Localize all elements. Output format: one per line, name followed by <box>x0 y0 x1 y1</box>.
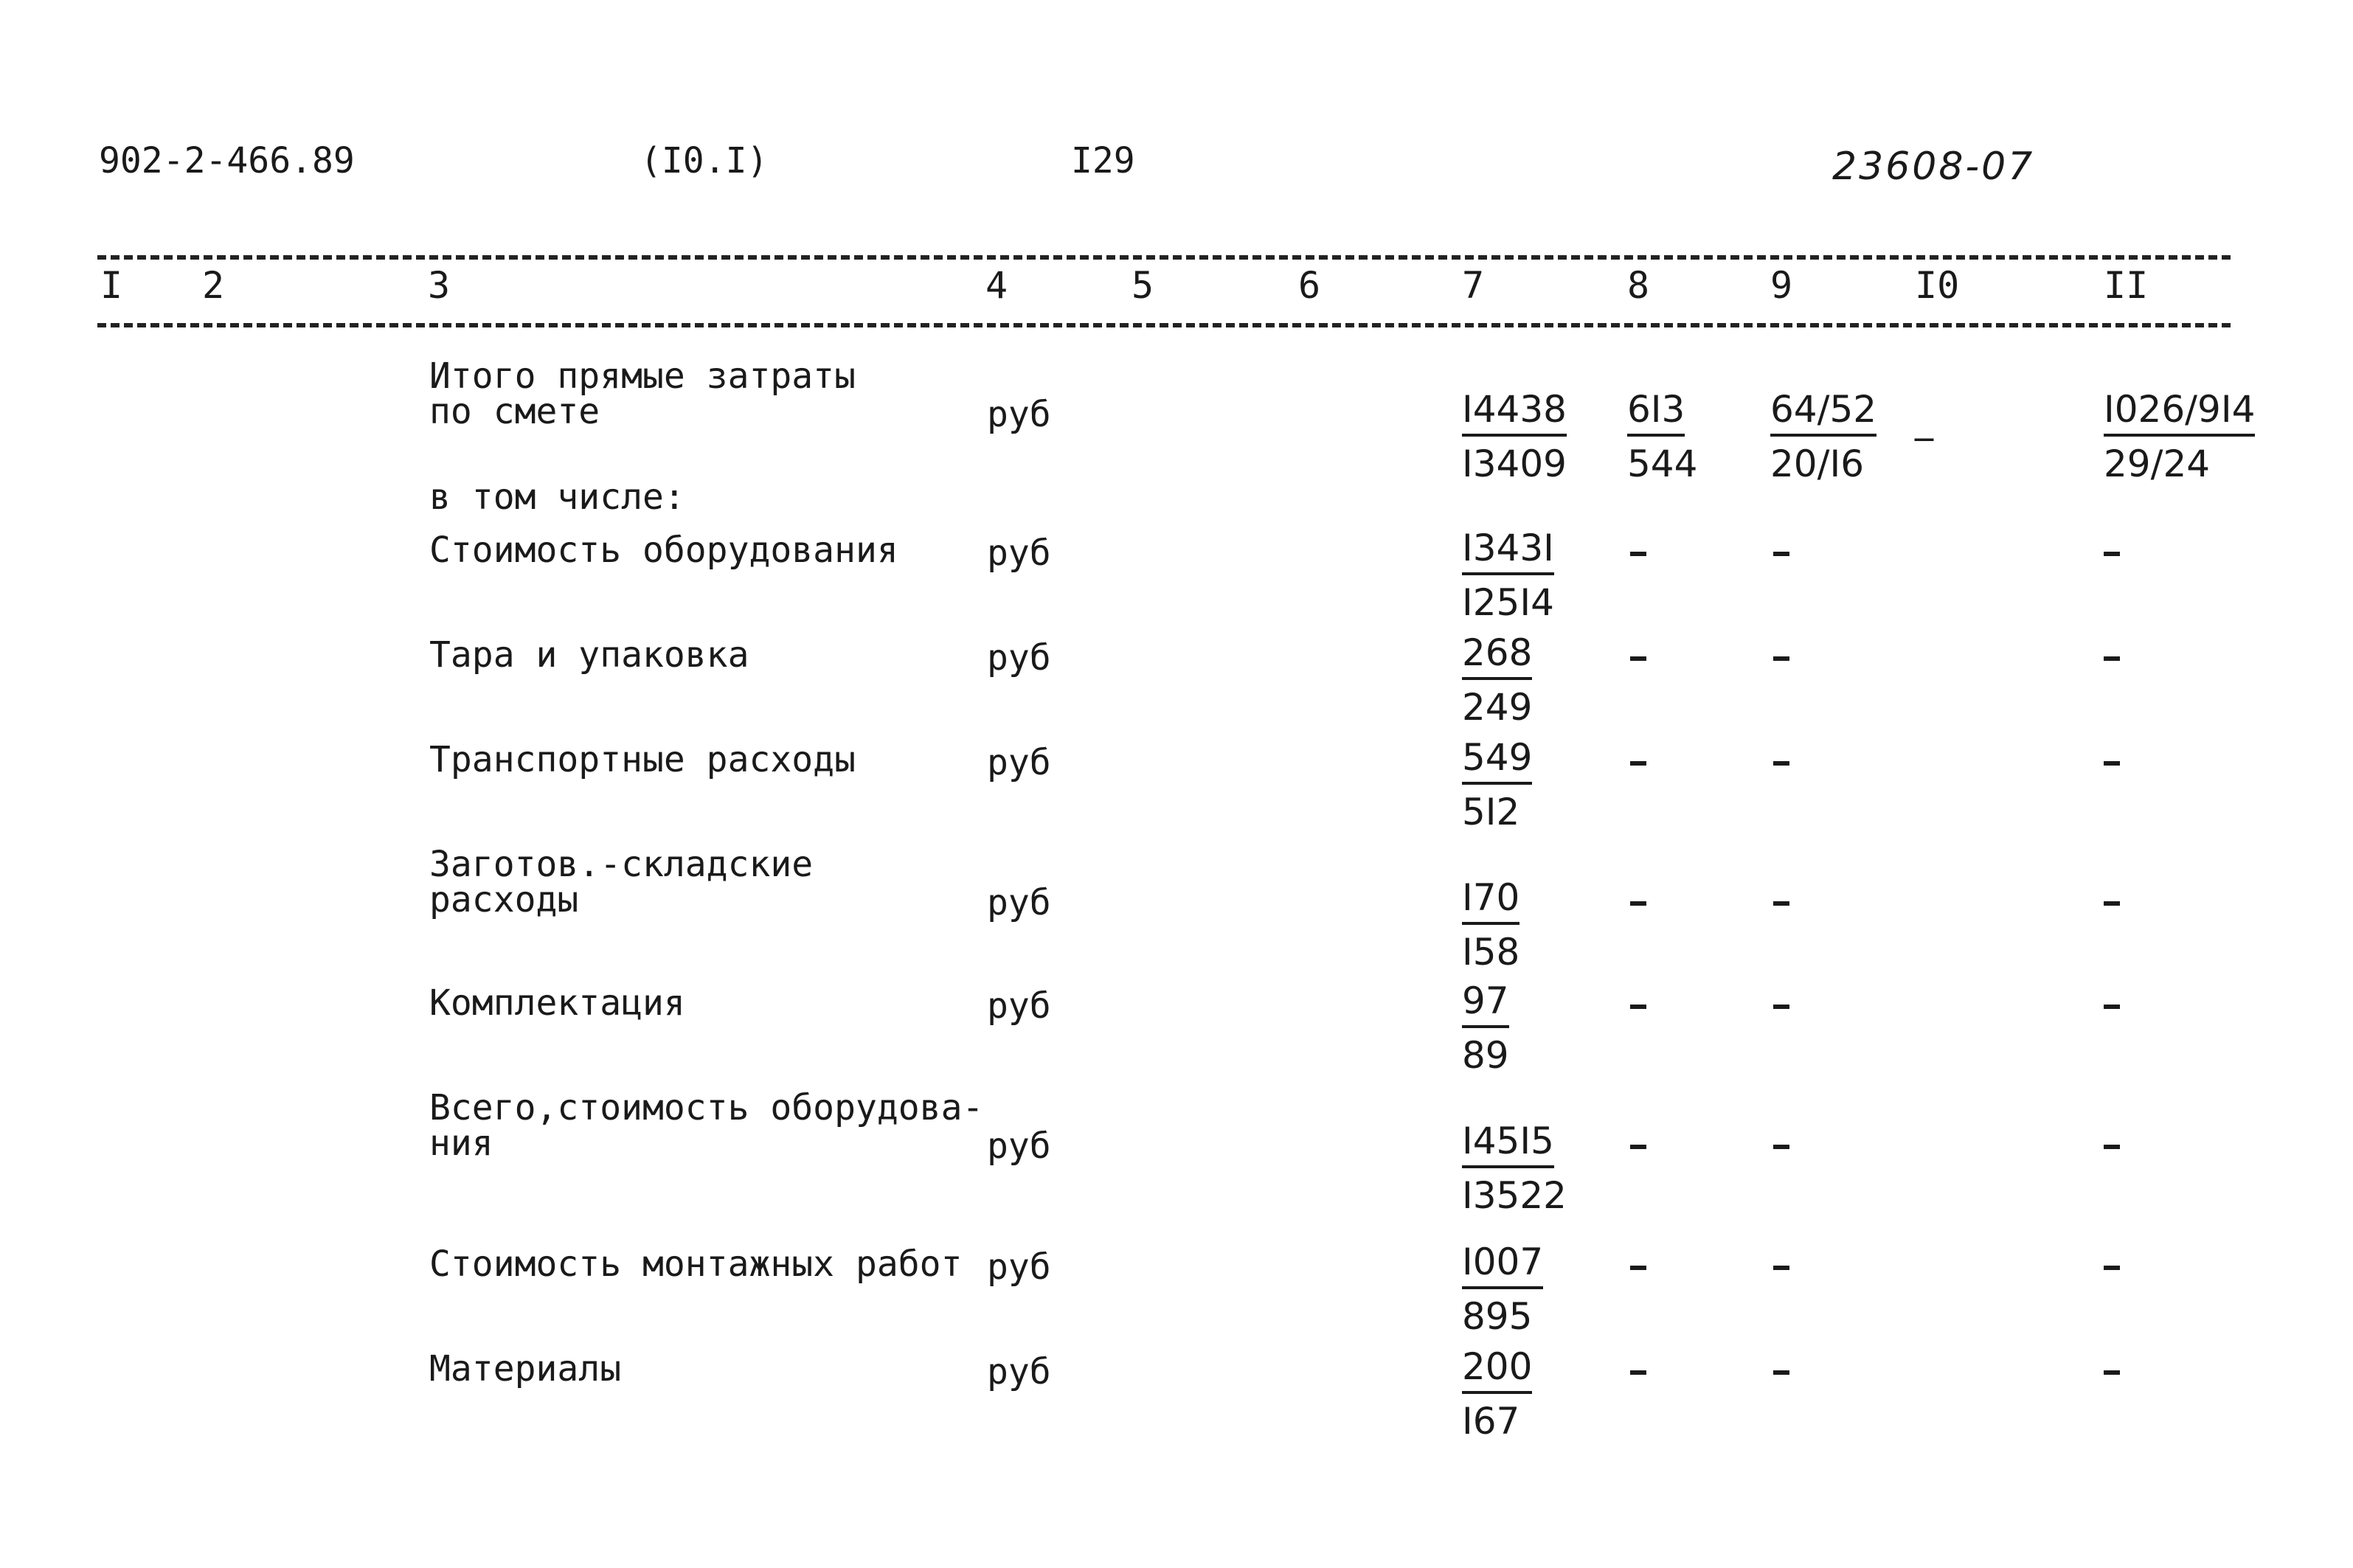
page-number: I29 <box>1071 140 1135 181</box>
row-unit: руб <box>987 533 1051 574</box>
dash-mark <box>1773 656 1789 661</box>
cost-base: 249 <box>1462 686 1533 729</box>
cost-fraction <box>1462 1241 1543 1338</box>
cost-base: I58 <box>1462 931 1520 974</box>
dash-mark <box>1630 1266 1646 1270</box>
dash-mark <box>1630 901 1646 906</box>
inventory-stamp: 23608-07 <box>1832 145 2035 189</box>
column-number: 3 <box>428 264 451 307</box>
row-unit: руб <box>987 882 1051 923</box>
cost-fraction <box>1462 527 1554 624</box>
column-number: 7 <box>1462 264 1485 307</box>
dash-mark <box>2104 901 2120 906</box>
row-unit: руб <box>987 394 1051 435</box>
dash-mark <box>1773 552 1789 556</box>
cost-current: I70 <box>1462 876 1519 925</box>
row-label: ния <box>429 1123 493 1164</box>
dash-mark <box>2104 656 2120 661</box>
dash-mark <box>1773 761 1789 766</box>
dash-mark <box>2104 1370 2120 1375</box>
cost-current: 200 <box>1462 1345 1532 1394</box>
row-label: по смете <box>429 391 600 432</box>
cost-current: 549 <box>1462 736 1532 785</box>
cost-current: 6I3 <box>1627 388 1685 437</box>
row-unit: руб <box>987 985 1051 1027</box>
dash-mark <box>1630 552 1646 556</box>
column-number: I <box>100 264 123 307</box>
empty-mark: _ <box>1915 398 1933 441</box>
cost-current: I4438 <box>1462 388 1567 437</box>
dash-mark <box>1773 1005 1789 1009</box>
cost-base: 544 <box>1627 443 1698 485</box>
cost-base: I67 <box>1462 1400 1520 1443</box>
dash-mark <box>1773 1145 1789 1149</box>
dash-mark <box>2104 761 2120 766</box>
cost-fraction <box>1462 736 1532 833</box>
row-unit: руб <box>987 1125 1051 1167</box>
row-label: Стоимость монтажных работ <box>429 1243 963 1285</box>
cost-fraction <box>1462 876 1519 974</box>
cost-fraction <box>2104 388 2255 485</box>
cost-fraction <box>1462 979 1509 1077</box>
cost-base: 5I2 <box>1462 791 1520 833</box>
row-label: Всего,стоимость оборудова- <box>429 1087 984 1128</box>
cost-fraction <box>1462 388 1567 485</box>
dash-mark <box>1630 1005 1646 1009</box>
cost-base: I3409 <box>1462 443 1567 485</box>
column-number: II <box>2104 264 2149 307</box>
row-unit: руб <box>987 1351 1051 1392</box>
column-number: I0 <box>1915 264 1960 307</box>
cost-base: I25I4 <box>1462 581 1554 624</box>
cost-current: I343I <box>1462 527 1554 575</box>
row-label: Стоимость оборудования <box>429 530 898 571</box>
dash-mark <box>2104 1005 2120 1009</box>
cost-fraction <box>1462 1120 1567 1217</box>
cost-base: 29/24 <box>2104 443 2211 485</box>
cost-base: 20/I6 <box>1770 443 1865 485</box>
dash-mark <box>1630 656 1646 661</box>
dash-mark <box>2104 1266 2120 1270</box>
header-rule-bottom <box>97 323 2231 327</box>
column-number: 4 <box>985 264 1008 307</box>
row-unit: руб <box>987 1246 1051 1288</box>
row-unit: руб <box>987 637 1051 679</box>
cost-current: I007 <box>1462 1241 1543 1289</box>
cost-fraction <box>1770 388 1876 485</box>
section-number: (I0.I) <box>640 140 769 181</box>
dash-mark <box>1773 1370 1789 1375</box>
column-number: 6 <box>1298 264 1321 307</box>
dash-mark <box>1630 1145 1646 1149</box>
cost-base: I3522 <box>1462 1174 1567 1217</box>
column-number: 5 <box>1132 264 1154 307</box>
cost-current: 268 <box>1462 631 1532 680</box>
cost-base: 89 <box>1462 1034 1509 1077</box>
column-number: 8 <box>1627 264 1650 307</box>
row-label: Тара и упаковка <box>429 634 749 676</box>
dash-mark <box>1773 1266 1789 1270</box>
cost-fraction <box>1462 1345 1532 1443</box>
cost-base: 895 <box>1462 1295 1533 1338</box>
cost-current: 64/52 <box>1770 388 1876 437</box>
dash-mark <box>1630 1370 1646 1375</box>
dash-mark <box>2104 552 2120 556</box>
cost-fraction <box>1627 388 1697 485</box>
header-rule-top <box>97 255 2231 260</box>
row-label: Материалы <box>429 1348 622 1390</box>
row-label: Комплектация <box>429 982 685 1024</box>
subsection-label: в том числе: <box>429 476 685 518</box>
row-unit: руб <box>987 742 1051 783</box>
column-number: 9 <box>1770 264 1793 307</box>
cost-current: 97 <box>1462 979 1509 1028</box>
document-code: 902-2-466.89 <box>99 140 355 181</box>
cost-fraction <box>1462 631 1532 729</box>
row-label: Заготов.-складские <box>429 844 814 885</box>
column-number: 2 <box>202 264 225 307</box>
row-label: расходы <box>429 879 579 920</box>
cost-current: I026/9I4 <box>2104 388 2255 437</box>
row-label: Транспортные расходы <box>429 739 856 780</box>
cost-current: I45I5 <box>1462 1120 1554 1168</box>
row-label: Итого прямые затраты <box>429 355 856 397</box>
dash-mark <box>1630 761 1646 766</box>
dash-mark <box>1773 901 1789 906</box>
dash-mark <box>2104 1145 2120 1149</box>
